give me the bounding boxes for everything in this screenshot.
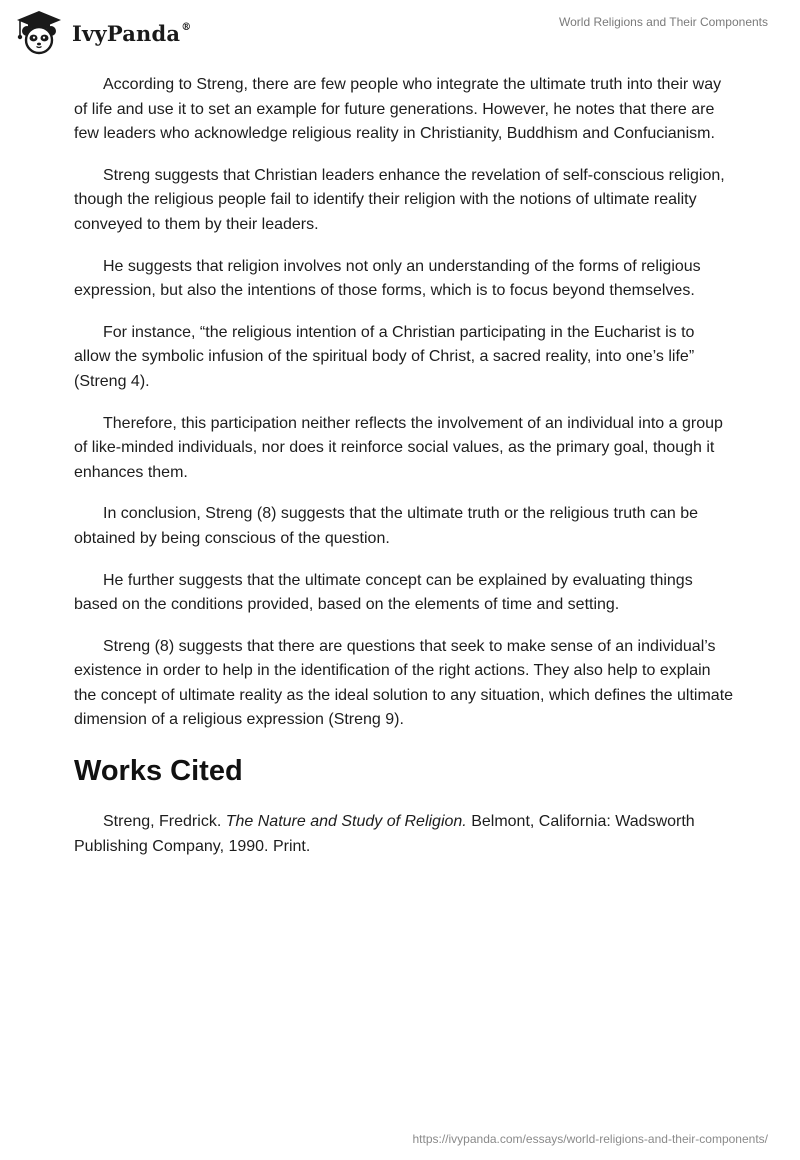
document-title: World Religions and Their Components xyxy=(559,15,768,29)
ivypanda-logo[interactable] xyxy=(14,8,191,56)
essay-body xyxy=(74,73,734,876)
body-paragraph: Therefore, this participation neither reflects the involvement of an individual into a group of like-minded individuals, nor does it reinforce social values, as the primary goal, though it enhances them. xyxy=(74,414,723,481)
body-paragraph: For instance, “the religious intention of a Christian participating in the Eucharist is to allow the symbolic infusion of the spiritual body of Christ, a sacred reality, into one’s life” (Streng 4). xyxy=(74,323,695,390)
panda-graduate-icon xyxy=(14,9,64,55)
body-paragraph: He suggests that religion involves not only an understanding of the forms of religious expression, but also the intentions of those forms, which is to focus beyond themselves. xyxy=(74,257,701,300)
body-paragraph: According to Streng, there are few people who integrate the ultimate truth into their way of life and use it to set an example for future generations. However, he notes that there are few leaders who acknowledge religious reality in Christianity, Buddhism and Confucianism. xyxy=(74,76,722,143)
registered-mark: ® xyxy=(181,21,192,33)
page-header xyxy=(0,0,800,62)
works-cited-heading: Works Cited xyxy=(74,755,243,788)
body-paragraph: Streng suggests that Christian leaders enhance the revelation of self-conscious religion, though the religious people fail to identify their religion with the notions of ultimate reality conveyed to them by their leaders. xyxy=(74,166,725,233)
body-paragraph: He further suggests that the ultimate concept can be explained by evaluating things based on the conditions provided, based on the elements of time and setting. xyxy=(74,571,693,614)
body-paragraph: Streng (8) suggests that there are questions that seek to make sense of an individual’s existence in order to help in the identification of the right actions. They also help to explain the concept of ultimate reality as the ideal solution to any situation, which defines the ultimate dimension of a religious expression (Streng 9). xyxy=(74,637,734,729)
citation-publication: Belmont, California: Wadsworth Publishing Company, 1990. Print. xyxy=(74,813,695,855)
source-url[interactable]: https://ivypanda.com/essays/world-religions-and-their-components/ xyxy=(412,1132,768,1146)
citation-author: Streng, Fredrick. xyxy=(103,813,222,831)
citation-entry xyxy=(74,810,734,859)
logo-wordmark: IvyPanda® xyxy=(72,20,192,46)
body-paragraph: In conclusion, Streng (8) suggests that the ultimate truth or the religious truth can be obtained by being conscious of the question. xyxy=(74,505,698,547)
citation-title: The Nature and Study of Religion. xyxy=(225,813,467,831)
